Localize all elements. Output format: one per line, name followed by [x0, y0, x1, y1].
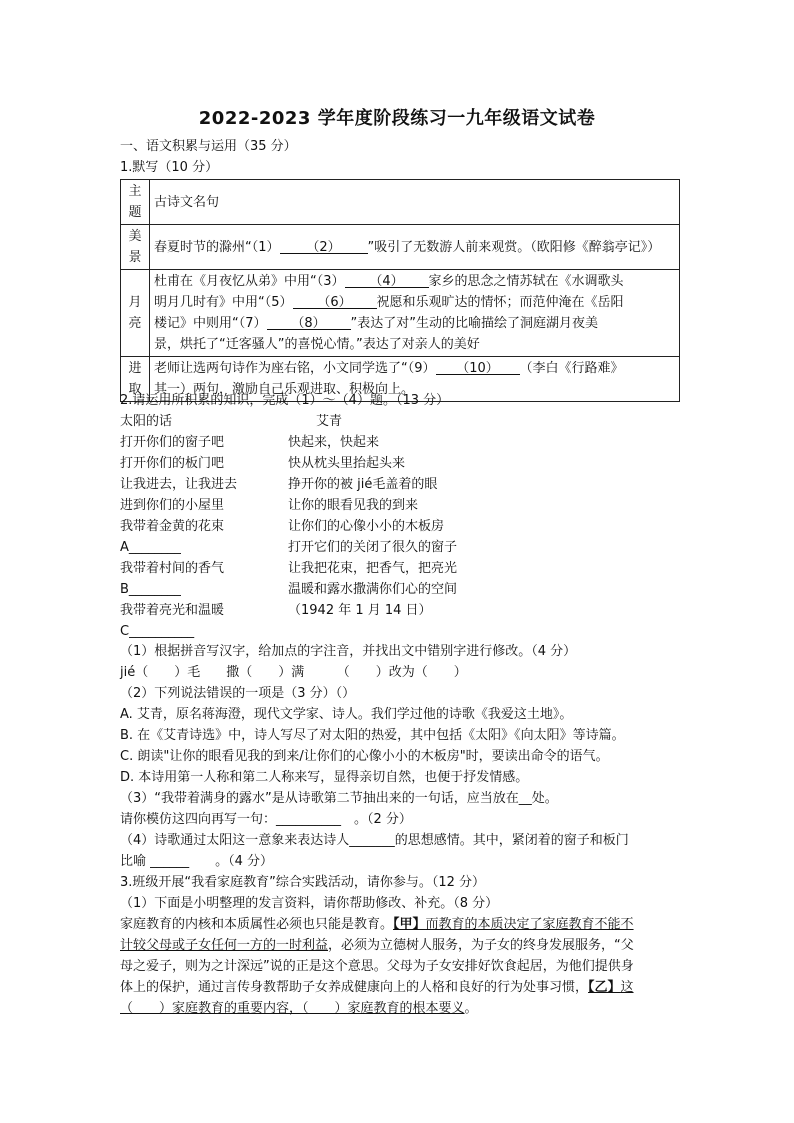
- poem-line: 快从枕头里抬起头来: [288, 456, 406, 471]
- poem-blank-line[interactable]: B________: [120, 582, 181, 597]
- poem-blank-line[interactable]: C__________: [120, 624, 195, 639]
- poem-line: 我带着亮光和温暖: [120, 603, 225, 618]
- page-title: 2022-2023 学年度阶段练习一九年级语文试卷: [198, 108, 596, 129]
- q1-heading: 1.默写（10 分）: [120, 160, 219, 175]
- content-header: 古诗文名句: [150, 180, 680, 225]
- content-cell: 杜甫在《月夜忆从弟》中用“（3） （4） 家乡的思念之情苏轼在《水调歌头 明月几时有》中用“（5） （6） 祝愿和乐观旷达的情怀；而范仲淹在《岳阳 楼记》中则用“（7） （8） ”表达了对”生动的比喻描绘了洞庭湖月夜美 景，烘托了“迁客骚人”的喜悦心情。”表达了对亲人的美好: [150, 270, 680, 357]
- poem-line: 我带着金黄的花束: [120, 519, 225, 534]
- q2-sub1-answers[interactable]: jié（ ）毛 撒（ ）满 （ ）改为（ ）: [120, 665, 467, 680]
- table-row: [121, 225, 680, 270]
- material-line: 体上的保护，通过言传身教帮助子女养成健康向上的人格和良好的行为处事习惯，【乙】这: [120, 980, 634, 995]
- section-heading: 一、语文积累与运用（35 分）: [120, 139, 297, 154]
- material-line: 母之爱子，则为之计深远”说的正是这个意思。父母为子女安排好饮食起居，为他们提供身: [120, 959, 634, 974]
- answer-blank[interactable]: （6）: [293, 292, 377, 309]
- poem-line: 进到你们的小屋里: [120, 498, 225, 513]
- option-a[interactable]: A. 艾青，原名蒋海澄，现代文学家、诗人。我们学过他的诗歌《我爱这土地》。: [120, 707, 573, 722]
- material-line[interactable]: （ ）家庭教育的重要内容，（ ）家庭教育的根本要义。: [120, 1001, 478, 1016]
- poem-line: 打开它们的关闭了很久的窗子: [288, 540, 458, 555]
- poem-line: 快起来，快起来: [288, 435, 380, 450]
- q2-sub4-answer[interactable]: 比喻 ______ 。（4 分）: [120, 854, 274, 869]
- answer-blank[interactable]: （8）: [267, 313, 351, 330]
- mark-yi: 【乙】: [588, 980, 621, 995]
- content-cell: 老师让选两句诗作为座右铭，小文同学选了“（9） （10） （李白《行路难》 其一）两句，激励自己乐观进取、积极向上。: [150, 357, 680, 402]
- theme-header: 主题: [121, 180, 150, 225]
- theme-cell: 进取: [121, 357, 150, 402]
- q2-sub3: （3）“我带着满身的露水”是从诗歌第二节抽出来的一句话，应当放在__处。: [120, 791, 558, 806]
- q2-sub4: （4）诗歌通过太阳这一意象来表达诗人_______的思想感情。其中，紧闭着的窗子和板门: [120, 833, 629, 848]
- q2-sub3-answer[interactable]: 请你模仿这四向再写一句：__________ 。（2 分）: [120, 812, 412, 827]
- poem-line: 打开你们的窗子吧: [120, 435, 225, 450]
- q2-heading: 2.请运用所积累的知识，完成（1）～（4）题。（13 分）: [120, 393, 450, 408]
- q3-sub1: （1）下面是小明整理的发言资料，请你帮助修改、补充。（8 分）: [120, 896, 499, 911]
- poem-line: 温暖和露水撒满你们心的空间: [288, 582, 458, 597]
- poem-blank-line[interactable]: A________: [120, 540, 181, 555]
- poem-line: 打开你们的板门吧: [120, 456, 225, 471]
- mark-jia: 【甲】: [393, 917, 426, 932]
- poem-line: 让我把花束，把香气，把亮光: [288, 561, 458, 576]
- content-cell: 春夏时节的滁州“（1） （2） ”吸引了无数游人前来观赏。（欧阳修《醉翁亭记》）: [150, 225, 680, 270]
- poem-line: 挣开你的被 jié毛盖着的眼: [288, 477, 438, 492]
- answer-blank[interactable]: （10）: [436, 358, 520, 375]
- recitation-table: [120, 179, 680, 402]
- option-d[interactable]: D. 本诗用第一人称和第二人称来写，显得亲切自然，也便于抒发情感。: [120, 770, 529, 785]
- table-header-row: [121, 180, 680, 225]
- q2-sub2: （2）下列说法错误的一项是（3 分）（）: [120, 686, 356, 701]
- poem-author: 艾青: [316, 414, 343, 429]
- theme-cell: 月亮: [121, 270, 150, 357]
- material-line: 家庭教育的内核和本质属性必须也只能是教育。【甲】而教育的本质决定了家庭教育不能不: [120, 917, 634, 932]
- option-b[interactable]: B. 在《艾青诗选》中，诗人写尽了对太阳的热爱，其中包括《太阳》《向太阳》等诗篇。: [120, 728, 625, 743]
- poem-line: 我带着村间的香气: [120, 561, 225, 576]
- option-c[interactable]: C. 朗读"让你的眼看见我的到来/让你们的心像小小的木板房"时，要读出命令的语气。: [120, 749, 609, 764]
- q3-heading: 3.班级开展“我看家庭教育”综合实践活动，请你参与。（12 分）: [120, 875, 486, 890]
- poem-line: 让你的眼看见我的到来: [288, 498, 419, 513]
- material-line: 计较父母或子女任何一方的一时利益，必须为立德树人服务，为子女的终身发展服务，“父: [120, 938, 634, 953]
- theme-cell: 美景: [121, 225, 150, 270]
- q2-sub1: （1）根据拼音写汉字，给加点的字注音，并找出文中错别字进行修改。（4 分）: [120, 644, 577, 659]
- table-row: [121, 270, 680, 357]
- answer-blank[interactable]: （4）: [345, 271, 429, 288]
- poem-title: 太阳的话: [120, 414, 173, 429]
- answer-blank[interactable]: （2）: [280, 237, 368, 254]
- poem-line: 让我进去，让我进去: [120, 477, 238, 492]
- poem-line: 让你们的心像小小的木板房: [288, 519, 445, 534]
- poem-date: （1942 年 1 月 14 日）: [288, 603, 432, 618]
